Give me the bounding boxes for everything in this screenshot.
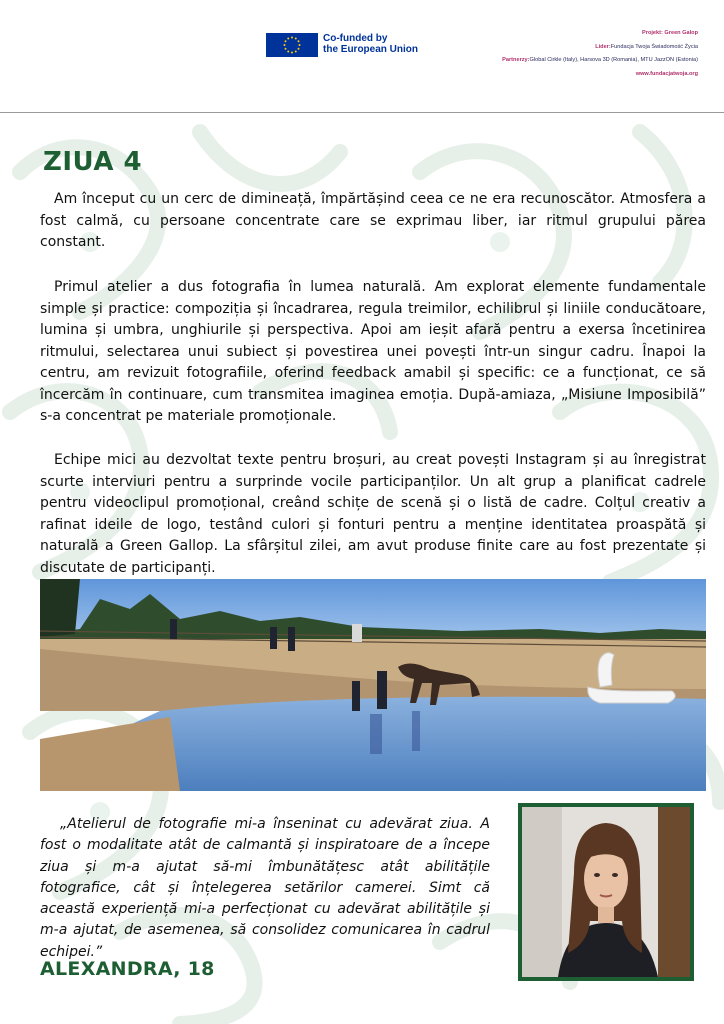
eu-line-1: Co-funded by (323, 33, 388, 44)
partners-value: Global Cirkle (Italy), Harsova 3D (Romania), MTU JazzON (Estonia) (529, 57, 698, 63)
paragraph-morning: Am început cu un cerc de dimineață, împărtășind ceea ce ne era recunoscător. Atmosfera a fost calmă, cu persoane concentrate care se exprimau liber, iar ritmul grupului părea constant. (40, 191, 706, 250)
page-title: ZIUA 4 (43, 147, 143, 177)
project-info (502, 27, 698, 81)
paragraph-teams: Echipe mici au dezvoltat texte pentru broșuri, au creat povești Instagram și au înregistrat scurte interviuri pentru a surprinde vocile participanților. Un alt grup a planificat cadrele pentru videoclipul promoțional, creând schițe de scenă și o listă de cadre. Colțul creativ a rafinat ideile de logo, testând culori și fonturi pentru a menține identitatea proaspătă și naturală a Green Gallop. La sfârșitul zilei, am avut produse finite care au fost prezentate și discutate de participanți. (40, 452, 706, 576)
eu-line-2: the European Union (323, 44, 418, 55)
leader-value: Fundacja Twoja Świadomość Życia (610, 43, 698, 50)
partners-label: Partnerzy: (502, 57, 530, 63)
quote-author: ALEXANDRA, 18 (40, 958, 215, 980)
eu-flag-icon (266, 33, 318, 57)
page-header (0, 0, 724, 113)
leader-label: Lider: (595, 43, 611, 50)
participant-quote: „Atelierul de fotografie mi-a înseninat cu adevărat ziua. A fost o modalitate atât de calmantă și inspiratoare de a începe ziua și m-a ajutat să-mi îmbunătățesc atât abilitățile fotografice, cât și înțelegerea setărilor camerei. Simt că această experiență mi-a perfecționat cu adevărat abilitățile și m-a ajutat, de asemenea, să consolidez comunicarea în cadrul echipei.” (40, 816, 490, 960)
project-name: Projekt: Green Galop (642, 30, 698, 36)
horse-lake-photo (40, 579, 706, 791)
paragraph-workshop: Primul atelier a dus fotografia în lumea naturală. Am explorat elemente fundamentale simple și practice: compoziția și încadrarea, regula treimilor, echilibrul și liniile conducătoare, lumina și umbra, unghiurile și perspectiva. Apoi am ieșit afară pentru a exersa încetinirea ritmului, selectarea unui subiect și povestirea unei povești într-un singur cadru. Înapoi la centru, am revizuit fotografiile, oferind feedback amabil și specific: ce a funcționat, ce să încercăm în continuare, cum transmitea imaginea emoția. După-amiaza, „Misiune Imposibilă” s-a concentrat pe materiale promoționale. (40, 279, 706, 424)
eu-cofunding-label (323, 33, 418, 55)
website-link[interactable]: www.fundacjatwoja.org (635, 70, 698, 77)
participant-portrait (518, 803, 694, 981)
page-content (0, 112, 724, 1024)
